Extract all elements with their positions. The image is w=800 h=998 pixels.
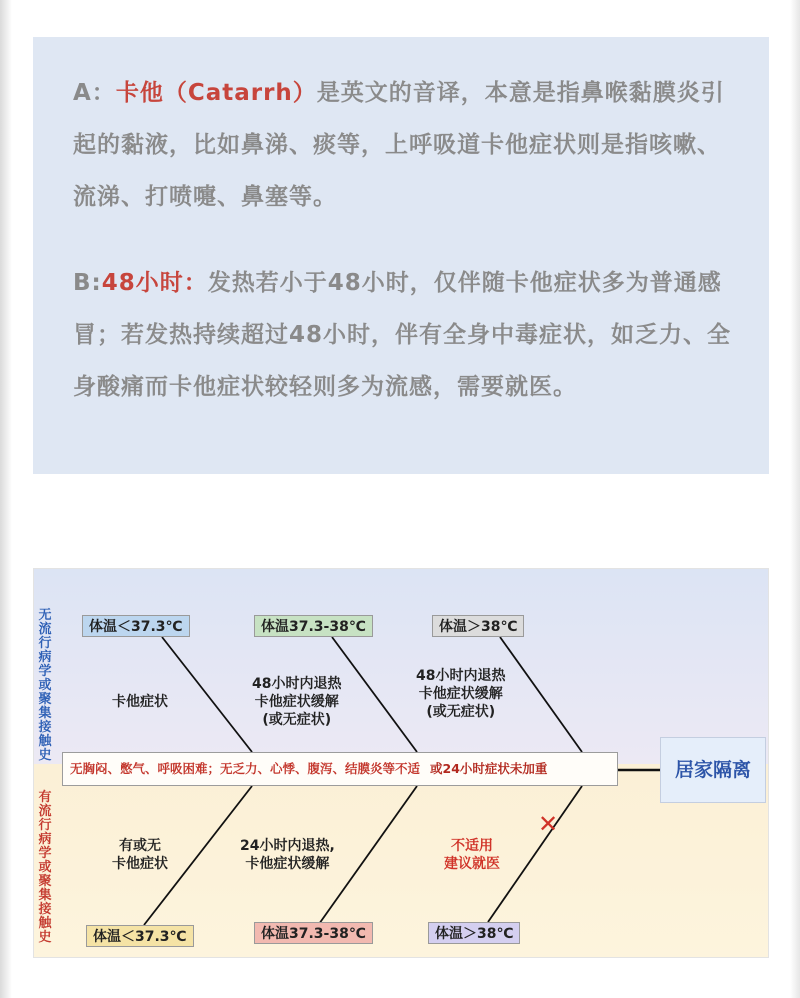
label-top-2-line-3: (或无症状) (262, 712, 332, 728)
explanation-panel (33, 37, 769, 474)
note-b (73, 257, 733, 413)
label-bottom-2 (240, 837, 335, 873)
note-a (73, 67, 733, 223)
label-top-3-line-1: 48小时内退热 (416, 668, 506, 684)
label-top-2-line-1: 48小时内退热 (252, 676, 342, 692)
label-top-3-line-3: (或无症状) (426, 704, 496, 720)
bone-top-1 (162, 637, 252, 752)
label-bottom-2-line-2: 卡他症状缓解 (245, 856, 330, 872)
banner-extra-text: 或24小时症状未加重 (430, 761, 548, 776)
cross-mark-icon: ✕ (538, 810, 559, 838)
label-top-2 (252, 675, 341, 729)
fishbone-diagram (33, 568, 769, 958)
condition-banner (62, 752, 618, 786)
label-top-1 (112, 693, 168, 711)
label-top-1-line-1: 卡他症状 (112, 694, 168, 710)
label-bottom-2-line-1: 24小时内退热, (240, 838, 335, 854)
label-bottom-3-line-2: 建议就医 (444, 856, 500, 872)
label-top-3-line-2: 卡他症状缓解 (418, 686, 503, 702)
label-bottom-1-line-2: 卡他症状 (112, 856, 168, 872)
bone-top-2 (332, 637, 417, 752)
bone-bottom-3 (488, 786, 582, 922)
temp-box-bottom-3: 体温＞38℃ (428, 922, 520, 944)
note-a-prefix: A： (73, 80, 116, 106)
side-label-no-contact: 无流行病学或聚集接触史 (38, 608, 52, 763)
temp-box-bottom-2: 体温37.3-38℃ (254, 922, 373, 944)
side-label-contact: 有流行病学或聚集接触史 (38, 790, 52, 945)
note-b-text: 发热若小于48小时，仅伴随卡他症状多为普通感冒；若发热持续超过48小时，伴有全身中毒症状，如乏力、全身酸痛而卡他症状较轻则多为流感，需要就医。 (73, 270, 732, 400)
label-top-3 (416, 667, 505, 721)
label-bottom-3-line-1: 不适用 (451, 838, 493, 854)
note-b-term: 48小时： (101, 270, 208, 296)
temp-box-top-3: 体温＞38℃ (432, 615, 524, 637)
temp-box-top-2: 体温37.3-38℃ (254, 615, 373, 637)
banner-main-text: 无胸闷、憋气、呼吸困难；无乏力、心悸、腹泻、结膜炎等不适 (70, 761, 421, 776)
bone-top-3 (500, 637, 582, 752)
label-bottom-1 (112, 837, 168, 873)
label-bottom-3 (444, 837, 500, 873)
label-top-2-line-2: 卡他症状缓解 (254, 694, 339, 710)
right-edge-shade (790, 0, 800, 998)
home-isolation-box: 居家隔离 (660, 737, 766, 803)
label-bottom-1-line-1: 有或无 (119, 838, 161, 854)
temp-box-top-1: 体温＜37.3℃ (82, 615, 190, 637)
note-a-text: 是英文的音译，本意是指鼻喉黏膜炎引起的黏液，比如鼻涕、痰等，上呼吸道卡他症状则是指咳嗽、流涕、打喷嚏、鼻塞等。 (73, 80, 725, 210)
note-b-prefix: B: (73, 270, 102, 296)
note-a-term: 卡他（Catarrh） (115, 80, 317, 106)
left-edge-shade (0, 0, 12, 998)
temp-box-bottom-1: 体温＜37.3℃ (86, 925, 194, 947)
